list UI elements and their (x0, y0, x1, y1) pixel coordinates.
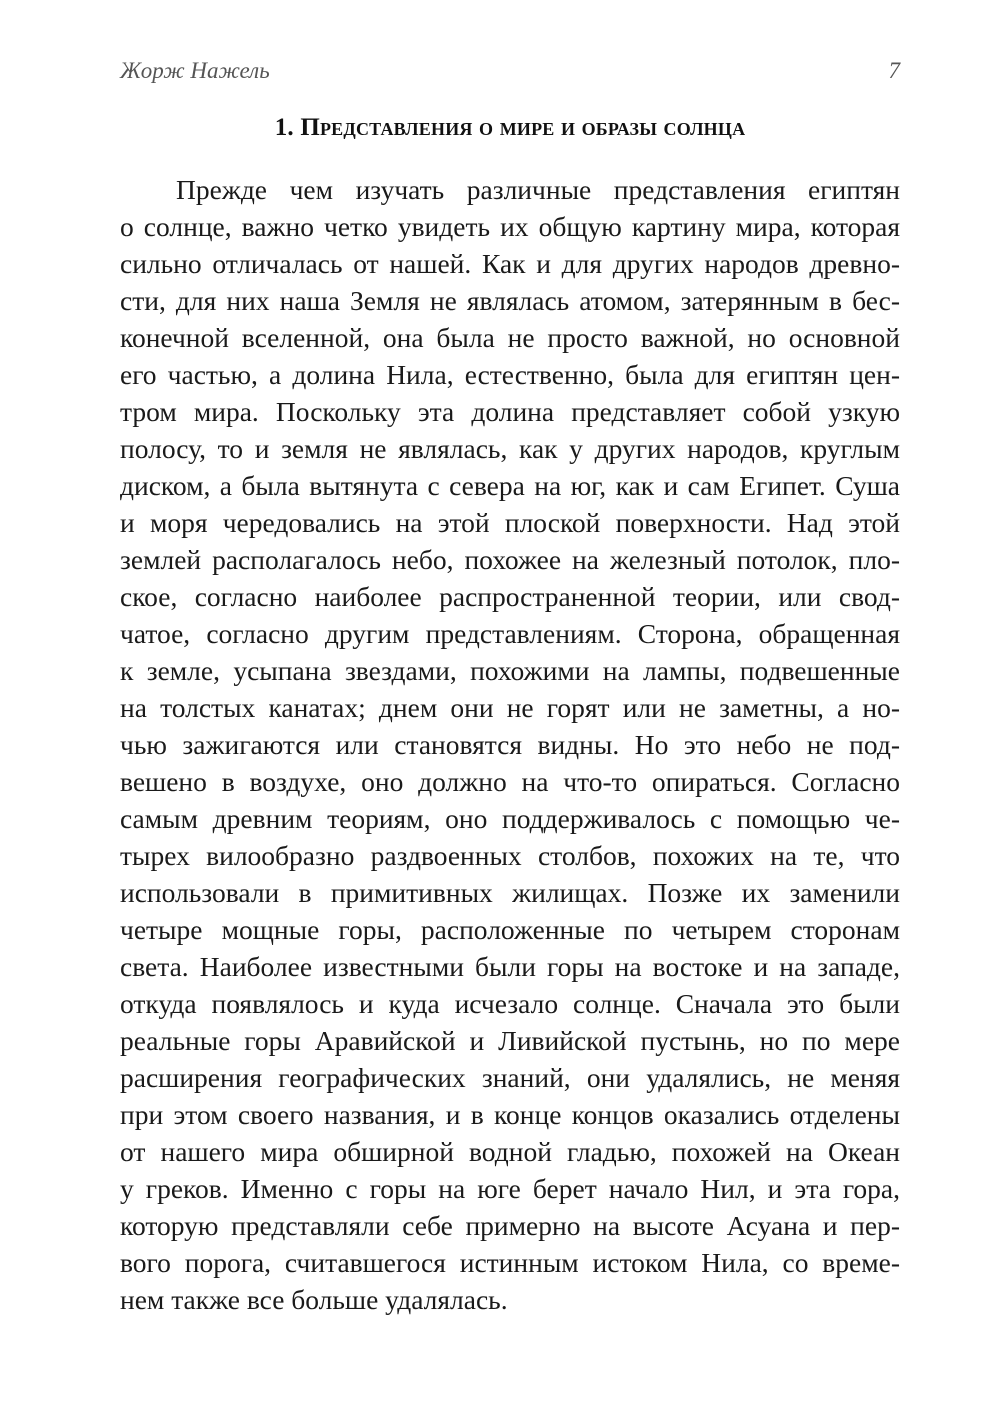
chapter-heading: 1. Представления о мире и образы солнца (274, 114, 746, 141)
text-line: самым древним теориям, оно поддерживалось с помощью че- (120, 803, 900, 834)
text-line: на толстых канатах; днем они не горят или не заметны, а но- (120, 692, 900, 723)
text-line: ское, согласно наиболее распространенной теории, или свод- (120, 581, 900, 612)
text-line: и моря чередовались на этой плоской поверхности. Над этой (120, 507, 900, 538)
text-line: четыре мощные горы, расположенные по четырем сторонам (120, 914, 900, 945)
text-line: полосу, то и земля не являлась, как у других народов, круглым (120, 433, 900, 464)
author-name: Жорж Нажель (120, 58, 270, 83)
text-line: тырех вилообразно раздвоенных столбов, похожих на те, что (120, 840, 900, 871)
running-header (120, 58, 900, 92)
text-line: нем также все больше удалялась. (120, 1284, 508, 1315)
text-line: землей располагалось небо, похожее на железный потолок, пло- (120, 544, 900, 575)
text-line: сти, для них наша Земля не являлась атомом, затерянным в бес- (120, 285, 900, 316)
text-line: у греков. Именно с горы на юге берет начало Нил, и эта гора, (120, 1173, 900, 1204)
page-number: 7 (888, 58, 900, 83)
text-line: вого порога, считавшегося истинным истоком Нила, со време- (120, 1247, 900, 1278)
text-line: которую представляли себе примерно на высоте Асуана и пер- (120, 1210, 900, 1241)
text-line: сильно отличалась от нашей. Как и для других народов древно- (120, 248, 900, 279)
text-line: конечной вселенной, она была не просто важной, но основной (120, 322, 900, 353)
text-line: расширения географических знаний, они удалялись, не меняя (120, 1062, 900, 1093)
text-line: при этом своего названия, и в конце концов оказались отделены (120, 1099, 900, 1130)
text-line: диском, а была вытянута с севера на юг, как и сам Египет. Суша (120, 470, 900, 501)
text-line: о солнце, важно четко увидеть их общую картину мира, которая (120, 211, 900, 242)
text-line: вешено в воздухе, оно должно на что-то опираться. Согласно (120, 766, 900, 797)
text-line: от нашего мира обширной водной гладью, похожей на Океан (120, 1136, 900, 1167)
text-line: откуда появлялось и куда исчезало солнце. Сначала это были (120, 988, 900, 1019)
text-line: реальные горы Аравийской и Ливийской пустынь, но по мере (120, 1025, 900, 1056)
text-line: к земле, усыпана звездами, похожими на лампы, подвешенные (120, 655, 900, 686)
text-line: тром мира. Поскольку эта долина представляет собой узкую (120, 396, 900, 427)
text-line: использовали в примитивных жилищах. Позже их заменили (120, 877, 900, 908)
text-line: его частью, а долина Нила, естественно, была для египтян цен- (120, 359, 900, 390)
text-line: чатое, согласно другим представлениям. Сторона, обращенная (120, 618, 900, 649)
body-paragraph (120, 171, 900, 1318)
text-line: чью зажигаются или становятся видны. Но это небо не под- (120, 729, 900, 760)
text-line: света. Наиболее известными были горы на востоке и на западе, (120, 951, 900, 982)
text-line: Прежде чем изучать различные представления египтян (176, 174, 900, 205)
